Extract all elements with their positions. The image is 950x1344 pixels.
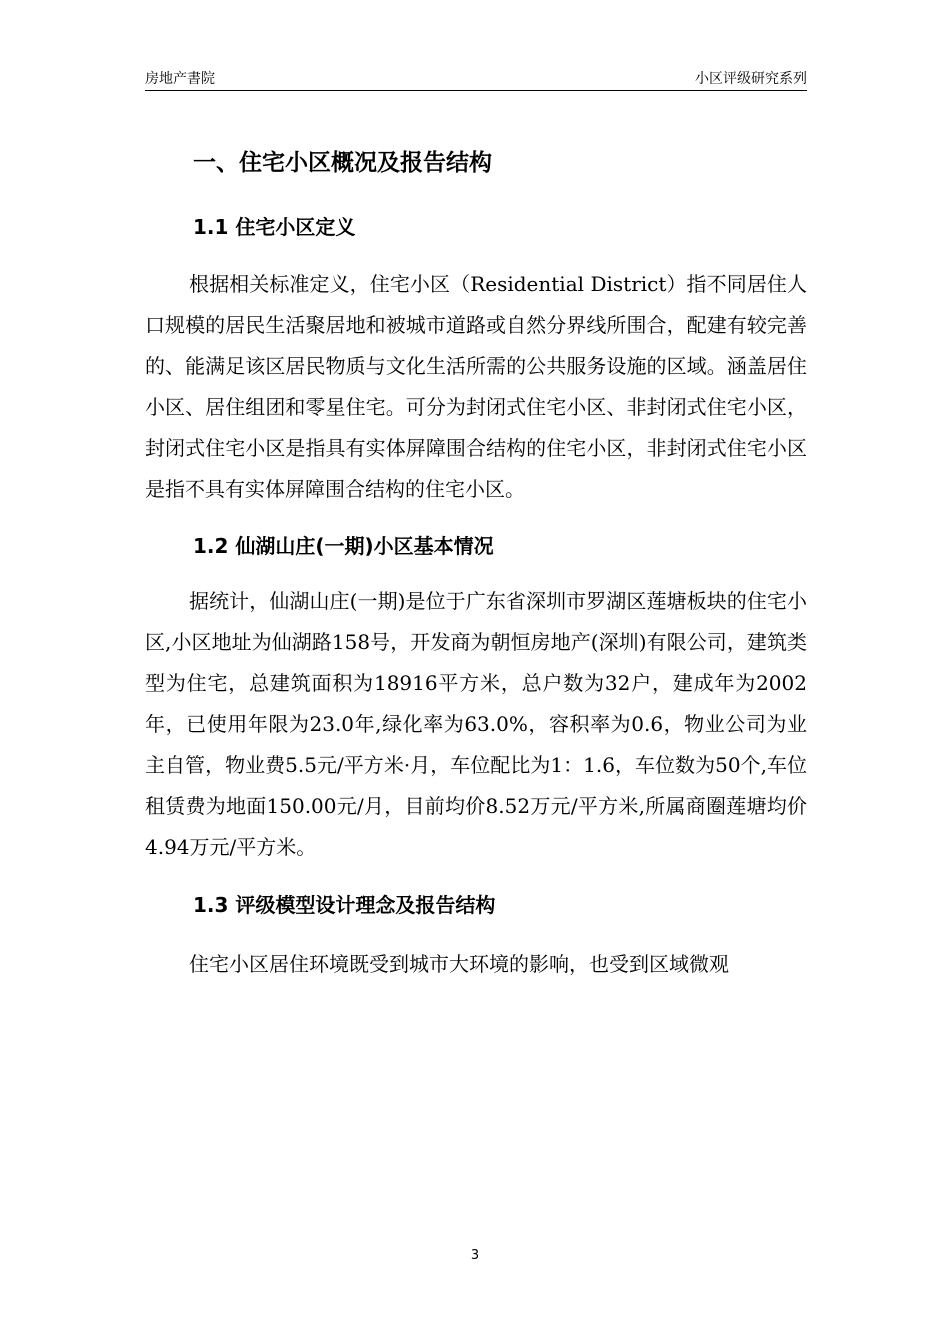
header-publisher: 房地产書院	[145, 71, 215, 87]
page-number: 3	[470, 1248, 480, 1263]
document-body	[145, 140, 807, 985]
section-heading-1-2: 1.2 仙湖山庄(一期)小区基本情况	[193, 534, 494, 558]
section-heading-1-1: 1.1 住宅小区定义	[193, 215, 356, 239]
header-series: 小区评级研究系列	[695, 71, 807, 87]
section-heading-1-3: 1.3 评级模型设计理念及报告结构	[193, 893, 496, 917]
section-paragraph-1-1: 根据相关标准定义，住宅小区（Residential District）指不同居住人口规模的居民生活聚居地和被城市道路或自然分界线所围合，配建有较完善的、能满足该区居民物质与文化生活所需的公共服务设施的区域。涵盖居住小区、居住组团和零星住宅。可分为封闭式住宅小区、非封闭式住宅小区，封闭式住宅小区是指具有实体屏障围合结构的住宅小区，非封闭式住宅小区是指不具有实体屏障围合结构的住宅小区。	[145, 272, 807, 501]
chapter-title: 一、住宅小区概况及报告结构	[193, 150, 492, 176]
section-paragraph-1-3: 住宅小区居住环境既受到城市大环境的影响，也受到区域微观	[189, 952, 729, 976]
page-header	[145, 64, 807, 91]
section-paragraph-1-2: 据统计，仙湖山庄(一期)是位于广东省深圳市罗湖区莲塘板块的住宅小区,小区地址为仙湖路158号，开发商为朝恒房地产(深圳)有限公司，建筑类型为住宅，总建筑面积为18916平方米，总户数为32户，建成年为2002年，已使用年限为23.0年,绿化率为63.0%，容积率为0.6，物业公司为业主自管，物业费5.5元/平方米·月，车位配比为1：1.6，车位数为50个,车位租赁费为地面150.00元/月，目前均价8.52万元/平方米,所属商圈莲塘均价4.94万元/平方米。	[145, 589, 807, 859]
